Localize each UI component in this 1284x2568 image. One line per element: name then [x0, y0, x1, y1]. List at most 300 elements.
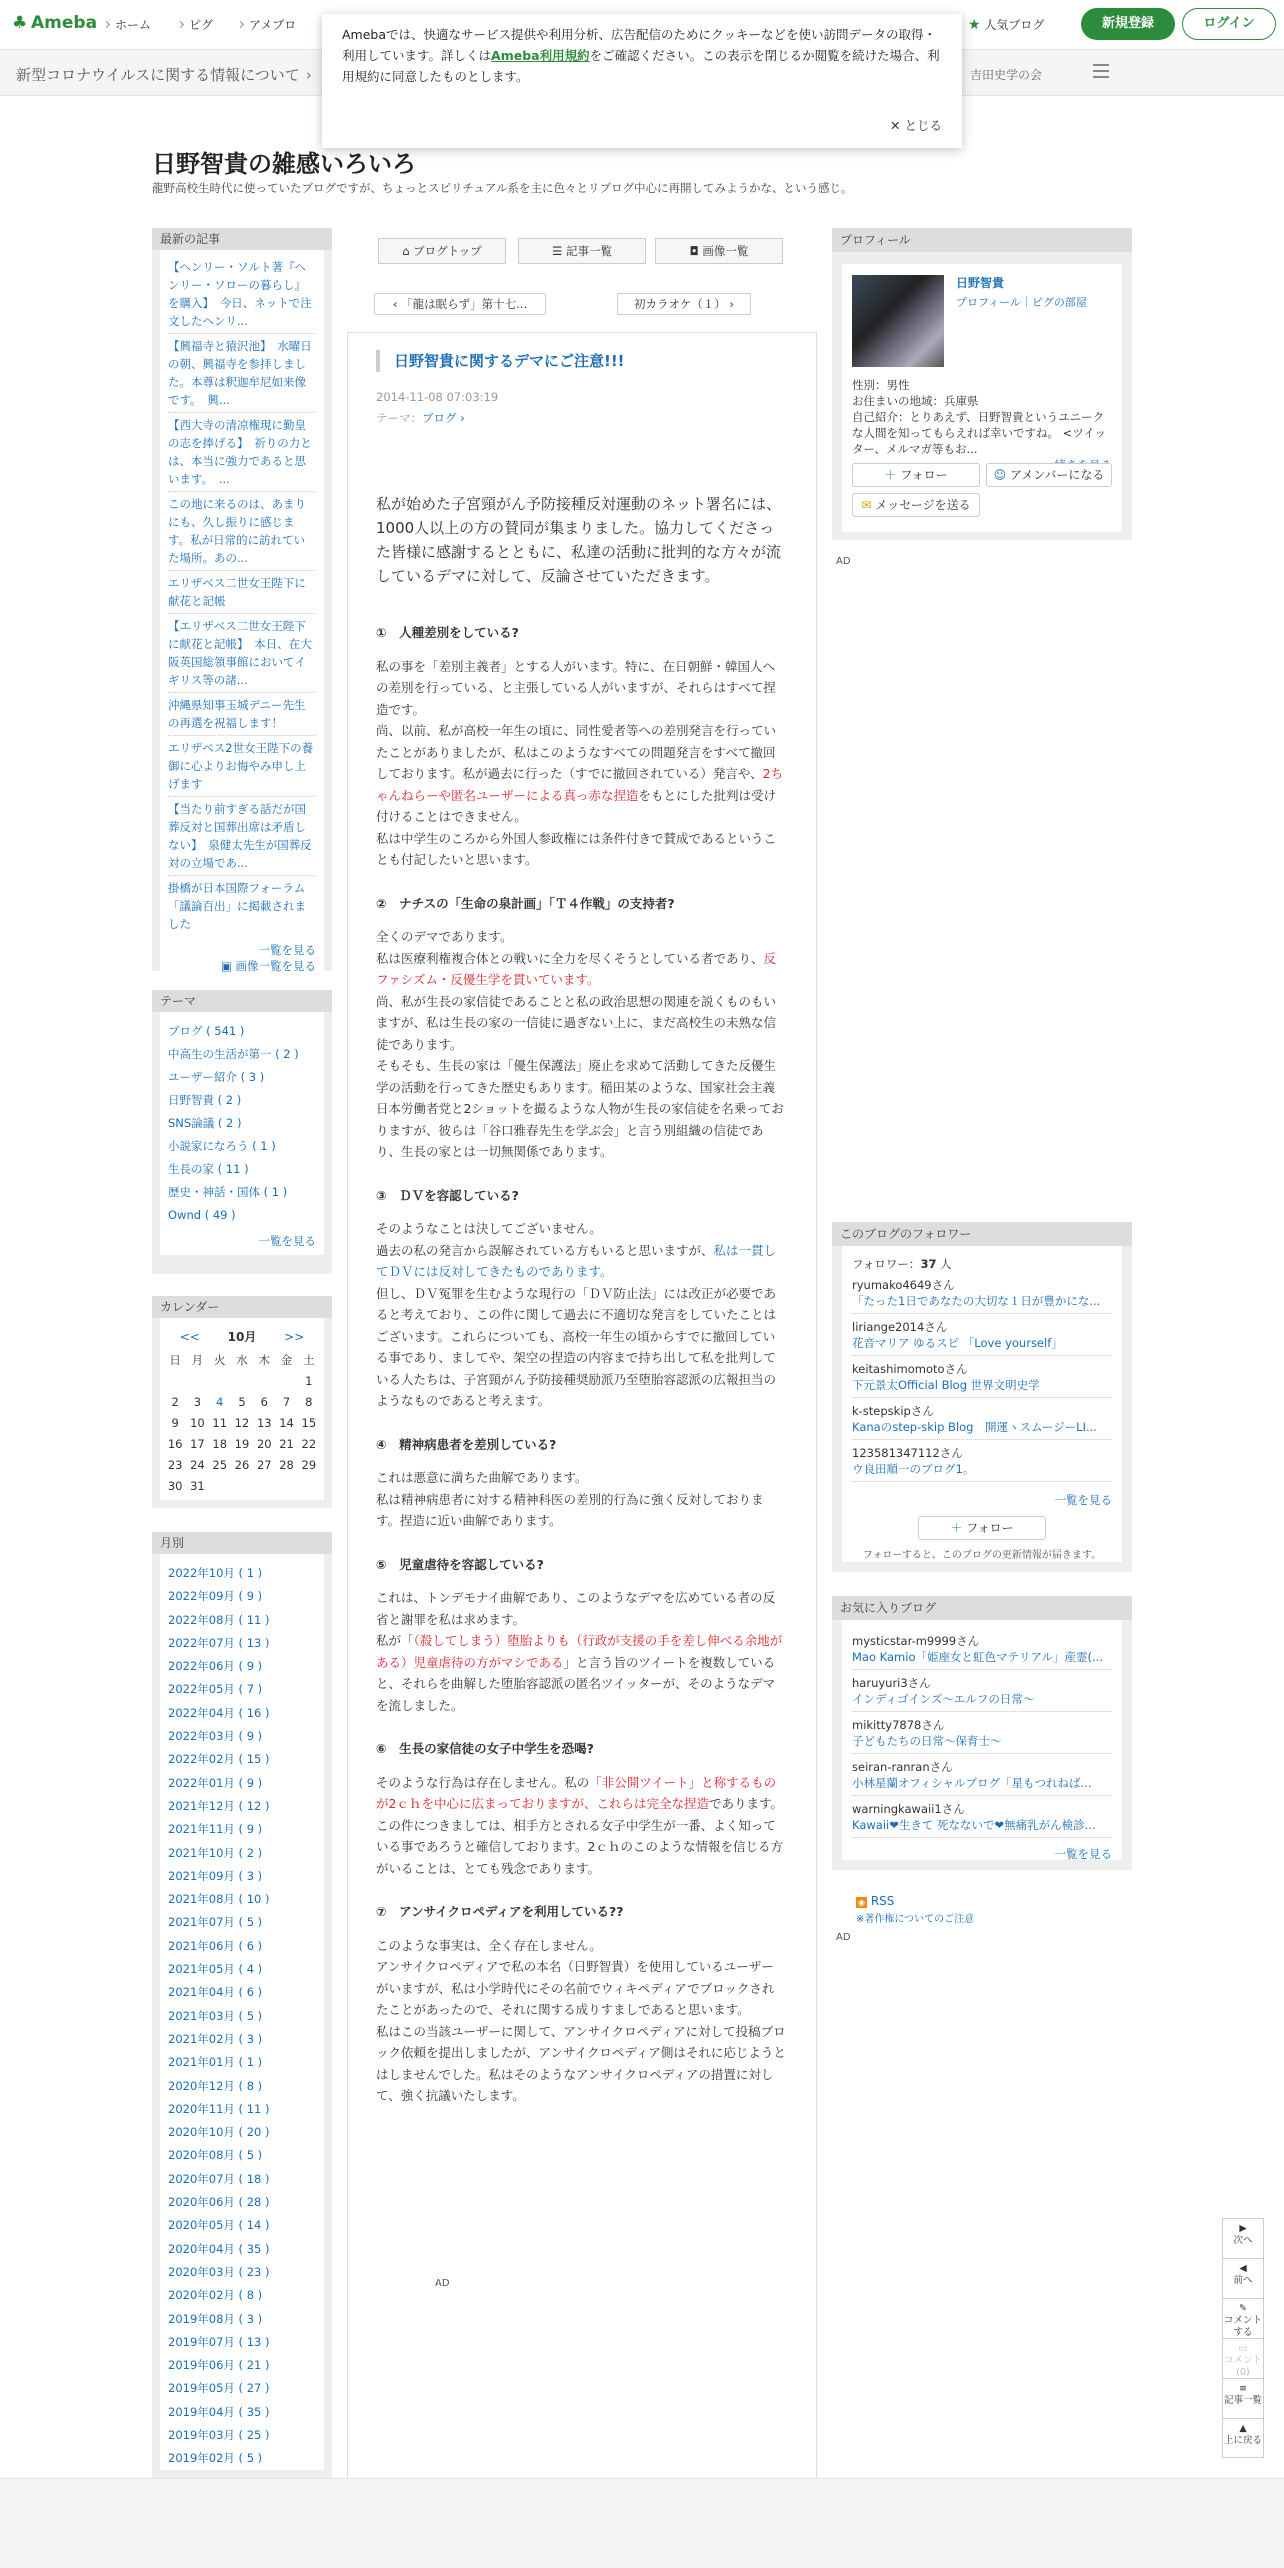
- blog-top-label: ブログトップ: [413, 244, 482, 258]
- article-date: 2014-11-08 07:03:19: [376, 390, 499, 404]
- article-title[interactable]: 日野智貴に関するデマにご注意!!!: [376, 350, 625, 372]
- calendar-day: 18: [212, 1436, 228, 1451]
- archive-link[interactable]: 2022年07月 ( 13 ): [168, 1635, 270, 1650]
- chevron-left-icon: ‹: [392, 297, 398, 311]
- followers-more-link[interactable]: 一覧を見る: [1054, 1493, 1112, 1507]
- section-heading: ⑦ アンサイクロペディアを利用している??: [376, 1904, 624, 1919]
- section-heading: ⑥ 生長の家信徒の女子中学生を恐喝?: [376, 1741, 594, 1756]
- calendar-day[interactable]: 4: [216, 1394, 224, 1409]
- chevron-right-icon: ›: [305, 66, 312, 84]
- prev-button[interactable]: [1223, 2259, 1263, 2299]
- paragraph: そもそも、生長の家は「優生保護法」廃止を求めて活動してきた反優生学の活動を行ってきた歴史もあります。稲田某のような、国家社会主義日本労働者党と2ショットを撮るような人物が生長の家信徒を名乗っておりますが、彼らは「谷口雅春先生を学ぶ会」と言う別組織の信徒であり、生長の家とは一切無関係であります。: [376, 1058, 784, 1159]
- calendar-day: [275, 1475, 297, 1496]
- covid-info-text: 新型コロナウイルスに関する情報について: [16, 66, 300, 84]
- paragraph: この件につきましては、相手方とされる女子中学生が一番、よく知っている事であろうと確信しております。2ｃｈのこのような情報を信じる方がいることは、とても残念であります。: [376, 1817, 783, 1876]
- calendar-day: 15: [301, 1415, 317, 1430]
- text: 過去の私の発言から誤解されている方もいると思いますが、: [376, 1242, 714, 1258]
- paragraph: アンサイクロペディアで私の本名（日野智貴）を使用しているユーザーがいますが、私は小学時代にその名前でウィキペディアでブロックされたことがあったので、それに関する成りすましであると思います。: [376, 1959, 775, 2017]
- calendar-day: [164, 1370, 186, 1391]
- archive-link[interactable]: 2022年05月 ( 7 ): [168, 1682, 263, 1697]
- theme-more-link[interactable]: 一覧を見る: [258, 1234, 316, 1248]
- theme-link[interactable]: 中高生の生活が第一 ( 2 ): [168, 1047, 299, 1061]
- calendar-day: [253, 1475, 275, 1496]
- favorite-blog-link[interactable]: 子どもたちの日常〜保育士〜: [852, 1733, 1112, 1754]
- floating-side-nav: [1222, 2218, 1264, 2458]
- archive-link[interactable]: 2020年08月 ( 5 ): [168, 2148, 263, 2163]
- calendar-day: 6: [260, 1394, 268, 1409]
- camera-icon: ◘: [689, 244, 699, 258]
- calendar-weekday: 金: [280, 1352, 293, 1367]
- calendar-day: 5: [238, 1394, 246, 1409]
- section-heading: ① 人種差別をしている?: [376, 625, 519, 640]
- popular-blog-label: 人気ブログ: [984, 18, 1045, 32]
- comment-label: コメントする: [1223, 2315, 1262, 2338]
- popular-blog-link[interactable]: [968, 16, 1044, 33]
- users-icon: ☺: [993, 468, 1007, 482]
- recent-article-link[interactable]: 沖縄県知事玉城デニー先生の再選を祝福します！: [168, 696, 316, 736]
- archive-link[interactable]: 2021年10月 ( 2 ): [168, 1845, 263, 1860]
- archive-panel: [152, 1532, 332, 2478]
- favorite-blog-link[interactable]: インディゴインズ〜エルフの日常〜: [852, 1691, 1112, 1712]
- calendar-day: 22: [301, 1436, 317, 1451]
- menu-icon[interactable]: [1093, 64, 1109, 78]
- calendar-day: 11: [212, 1415, 228, 1430]
- article-list-side-button[interactable]: [1223, 2379, 1263, 2419]
- paragraph: 私の事を「差別主義者」とする人がいます。特に、在日朝鮮・韓国人への差別を行っている、と主張している人がいますが、それらはすべて捏造です。: [376, 658, 776, 717]
- calendar-header: カレンダー: [152, 1296, 332, 1318]
- back-to-top-label: 上に戻る: [1223, 2435, 1262, 2446]
- archive-link[interactable]: 2021年05月 ( 4 ): [168, 1962, 263, 1977]
- calendar-day: 19: [234, 1436, 250, 1451]
- follow-label: フォロー: [966, 1521, 1014, 1535]
- recent-article-link[interactable]: 【エリザベス二世女王陛下に献花と記帳】 本日、在大阪英国総領事館においてイギリス等の諸...: [168, 617, 316, 693]
- rss-link[interactable]: [856, 1894, 894, 1908]
- prev-article-label: 「龍は眠らず」第十七...: [401, 297, 528, 311]
- calendar-day: 28: [279, 1457, 294, 1472]
- paragraph: このような事実は、全く存在しません。: [376, 1937, 602, 1953]
- favorite-blog-link[interactable]: 小林星蘭オフィシャルブログ「星もつれねば...: [852, 1775, 1112, 1796]
- follow-note: フォローすると、このブログの更新情報が届きます。: [862, 1550, 1102, 1561]
- profile-gender: 性別：男性: [852, 378, 910, 392]
- follower-count-value: 37: [920, 1257, 937, 1271]
- followers-header: このブログのフォロワー: [832, 1222, 1132, 1246]
- calendar-day: 21: [279, 1436, 294, 1451]
- archive-link[interactable]: 2022年01月 ( 9 ): [168, 1775, 263, 1790]
- section-heading: ⑤ 児童虐待を容認している?: [376, 1556, 544, 1572]
- ad-label: AD: [836, 1932, 851, 1943]
- covid-info-link[interactable]: [16, 64, 312, 85]
- favorite-blog-link[interactable]: Kawaii❤生きて 死なないで❤無痛乳がん検診...: [852, 1817, 1112, 1838]
- recent-article-link[interactable]: 掛橋が日本国際フォーラム「議論百出」に掲載されました: [168, 881, 306, 931]
- theme-link[interactable]: ブログ ( 541 ): [168, 1024, 245, 1038]
- calendar-day: 27: [256, 1457, 272, 1472]
- nav-home[interactable]: [104, 16, 151, 33]
- avatar[interactable]: [852, 275, 944, 367]
- archive-link[interactable]: 2019年08月 ( 3 ): [168, 2311, 263, 2326]
- theme-label: テーマ：: [376, 411, 422, 425]
- section-heading: ③ ＤＶを容認している?: [376, 1187, 519, 1203]
- text: 私が「: [376, 1633, 414, 1648]
- calendar-day: 24: [190, 1457, 205, 1472]
- theme-panel: [152, 990, 332, 1274]
- plus-icon: ＋: [950, 1521, 963, 1535]
- highlight-text: 反ファシズム・反優生学を貫いています。: [376, 950, 777, 987]
- favorites-panel: [832, 1596, 1132, 1870]
- calendar-day: 14: [279, 1415, 294, 1430]
- copyright-link[interactable]: ※著作権についてのご注意: [856, 1914, 975, 1925]
- crown-icon: ★: [968, 17, 981, 33]
- archive-link[interactable]: 2022年03月 ( 9 ): [168, 1729, 263, 1744]
- amember-button[interactable]: [986, 463, 1112, 487]
- followers-list: [842, 1246, 1122, 1562]
- archive-link[interactable]: 2020年05月 ( 14 ): [168, 2218, 270, 2233]
- header-banner-text[interactable]: 吉田史学の会: [970, 68, 1043, 82]
- text: そのような行為は存在しません。私の「: [376, 1774, 602, 1790]
- calendar-day: 23: [167, 1457, 183, 1472]
- paragraph: そのようなことは決してございません。: [376, 1221, 602, 1236]
- calendar-weekday: 日: [169, 1352, 181, 1367]
- text: であります。: [708, 1796, 783, 1811]
- image-list-label: 画像一覧を見る: [235, 959, 316, 973]
- calendar-weekday: 火: [213, 1352, 226, 1367]
- favorite-blogger-name: haruyuri3さん: [852, 1676, 931, 1690]
- archive-link[interactable]: 2021年11月 ( 9 ): [168, 1822, 263, 1837]
- ameba-logo-icon: ♣: [12, 13, 28, 33]
- speech-icon: ▭: [1238, 2343, 1248, 2354]
- calendar-day: 29: [301, 1457, 317, 1472]
- message-label: メッセージを送る: [875, 498, 971, 512]
- follower-name: k-stepskipさん: [852, 1404, 934, 1418]
- paragraph: 私は中学生のころから外国人参政権には条件付きで賛成であるということも付記したいと思います。: [376, 830, 777, 867]
- theme-link[interactable]: Ownd ( 49 ): [168, 1208, 236, 1222]
- archive-link[interactable]: 2020年12月 ( 8 ): [168, 2078, 263, 2093]
- follower-name: keitashimomotoさん: [852, 1362, 968, 1376]
- plus-icon: ＋: [884, 468, 897, 482]
- calendar-day: 9: [171, 1415, 179, 1430]
- comment-icon: ✎: [1239, 2303, 1247, 2314]
- article-body: [376, 492, 786, 2107]
- recent-article-link[interactable]: この地に来るのは、あまりにも、久し振りに感じます。私が日常的に訪れていた場所。あの...: [168, 495, 316, 571]
- chevron-right-icon: [177, 21, 184, 28]
- recent-article-link[interactable]: エリザベス2世女王陛下の養御に心よりお悔やみ申し上げます: [168, 739, 316, 797]
- profile-info: [852, 377, 1112, 473]
- nav-pigg[interactable]: [178, 16, 213, 33]
- calendar-day: [253, 1370, 275, 1391]
- followers-panel: [832, 1222, 1132, 1572]
- prev-label: 前へ: [1233, 2275, 1253, 2286]
- calendar-day: [186, 1370, 208, 1391]
- next-button[interactable]: [1223, 2219, 1263, 2259]
- rss-label: RSS: [870, 1894, 895, 1908]
- paragraph: 私は精神病患者に対する精神科医の差別的行為に強く反対しております。捏造に近い曲解であります。: [376, 1491, 764, 1528]
- highlight-text: 非公開ツイート」と称するものが2ｃｈを中心に広まっておりますが、これらは完全な捏造: [376, 1774, 777, 1811]
- calendar-weekday: 月: [191, 1352, 204, 1367]
- recent-article-link[interactable]: 【西大寺の清凉権現に勤皇の志を捧げる】 祈りの力とは、本当に強力であると思います。 ...: [168, 416, 316, 492]
- profile-intro: 自己紹介：とりあえず、日野智貴というユニークな人間を知ってもらえれば幸いですね。 <ツイッター、メルマガ等もお...: [852, 410, 1106, 456]
- prev-icon: ◀: [1239, 2263, 1247, 2274]
- recent-article-link[interactable]: 【当たり前すぎる話だが国葬反対と国葬出席は矛盾しない】 泉健太先生が国葬反対の立場であ...: [168, 800, 316, 876]
- calendar-month: 10月: [227, 1330, 257, 1344]
- follower-blog-link[interactable]: 「たった1日であなたの大切な１日が豊かにな...: [852, 1293, 1112, 1314]
- text: 尚、以前、私が高校一年生の頃に、同性愛者等への差別発言を行っていたことがありましたが、私はこのようなすべての問題発言をすべて撤回しております。私が過去に行った（すでに撤回されている）発言や、: [376, 723, 777, 781]
- calendar-nav: [164, 1328, 320, 1345]
- article-list-label: 記事一覧: [565, 244, 612, 258]
- favorite-blog-link[interactable]: Mao Kamio「姫座女と虹色マテリアル」産霊(...: [852, 1649, 1112, 1670]
- section-heading: ④ 精神病患者を差別している?: [376, 1436, 557, 1452]
- calendar-day: 20: [256, 1436, 272, 1451]
- calendar-day: [231, 1475, 253, 1496]
- follower-blog-link[interactable]: 花音マリア ゆるスピ 「Love yourself」: [852, 1335, 1112, 1356]
- calendar-day: 12: [234, 1415, 250, 1430]
- profile-home: お住まいの地域：兵庫県: [852, 394, 979, 408]
- calendar-day: [298, 1475, 320, 1496]
- recent-article-link[interactable]: 【興福寺と猿沢池】 水曜日の朝、興福寺を参拝しました。本尊は釈迦牟尼如来像です。 興...: [168, 337, 316, 413]
- archive-link[interactable]: 2020年10月 ( 20 ): [168, 2125, 270, 2140]
- calendar-day: 2: [171, 1394, 179, 1409]
- comment-count-label: コメント(0): [1223, 2355, 1262, 2378]
- archive-link[interactable]: 2019年07月 ( 13 ): [168, 2334, 270, 2349]
- cookie-close-label: とじる: [904, 118, 942, 133]
- mail-icon: ✉: [861, 498, 872, 512]
- archive-link[interactable]: 2021年08月 ( 10 ): [168, 1892, 270, 1907]
- paragraph: 私はこの当該ユーザーに関して、アンサイクロペディアに対して投稿ブロック依頼を提出しましたが、アンサイクロペディア側はそれに応じようとはしませんでした。私はそのようなアンサイクロペディアの措置に対して、強く抗議いたします。: [376, 2023, 786, 2103]
- follower-items: [852, 1277, 1112, 1482]
- calendar-day: 30: [167, 1478, 183, 1493]
- section-heading: ② ナチスの「生命の泉計画」「Ｔ４作戦」の支持者?: [376, 895, 675, 911]
- calendar-day: 1: [305, 1373, 313, 1388]
- calendar-day: [231, 1370, 253, 1391]
- archive-link[interactable]: 2019年05月 ( 27 ): [168, 2381, 270, 2396]
- calendar-panel: [152, 1296, 332, 1508]
- paragraph: これは悪意に満ちた曲解であります。: [376, 1470, 588, 1485]
- archive-link[interactable]: 2021年09月 ( 3 ): [168, 1868, 263, 1883]
- home-icon: ⌂: [402, 244, 410, 258]
- ad-label: AD: [836, 556, 851, 567]
- follow-button-2[interactable]: [918, 1516, 1046, 1540]
- theme-list: [160, 1012, 324, 1255]
- favorite-blogger-name: mysticstar-m9999さん: [852, 1634, 980, 1648]
- follower-name: liriange2014さん: [852, 1320, 948, 1334]
- archive-link[interactable]: 2022年06月 ( 9 ): [168, 1659, 263, 1674]
- theme-link[interactable]: 小説家になろう ( 1 ): [168, 1139, 276, 1153]
- paragraph: 尚、私が生長の家信徒であることと私の政治思想の関連を説くものもいますが、私は生長の家の一信徒に過ぎない上に、まだ高校生の未熟な信徒であります。: [376, 993, 777, 1052]
- calendar-day: 31: [190, 1478, 205, 1493]
- next-label: 次へ: [1233, 2235, 1253, 2246]
- archive-link[interactable]: 2019年06月 ( 21 ): [168, 2358, 270, 2373]
- article-lead: 私が始めた子宮頸がん予防接種反対運動のネット署名には、1000人以上の方の賛同が集まりました。協力してくださった皆様に感謝するとともに、私達の活動に批判的な方々が流しているデマに対して、反論させていただきます。: [376, 495, 782, 585]
- text: をもとにした批判は受け付けることはできません。: [376, 787, 777, 824]
- profile-header: プロフィール: [832, 228, 1132, 252]
- recent-article-link[interactable]: エリザベス二世女王陛下に献花と記帳: [168, 574, 316, 614]
- paragraph: 但し、ＤＶ冤罪を生むような現行の「ＤＶ防止法」には改正が必要であると考えており、この件に関して過去に不適切な発言をしていたことはございます。これらについても、高校一年生の頃からすでに撤回している事であり、ましてや、架空の捏造の内容まで持ち出して私を批判している人たちは、子宮頸がん予防接種奨励派乃至堕胎容認派の広報担当のようなものであると考えます。: [376, 1285, 777, 1408]
- calendar-day: 7: [282, 1394, 291, 1409]
- footer: [0, 2478, 1284, 2568]
- list-icon: ☰: [552, 244, 563, 258]
- message-button[interactable]: [852, 493, 980, 517]
- calendar: [160, 1318, 324, 1500]
- list-icon: ≡: [1239, 2383, 1247, 2394]
- blog-top-button[interactable]: [378, 238, 506, 264]
- article-list-side-label: 記事一覧: [1223, 2395, 1262, 2406]
- blog-title[interactable]: 日野智貴の雑感いろいろ: [152, 150, 416, 178]
- nav-ameblo[interactable]: [238, 16, 296, 33]
- calendar-day: 13: [256, 1415, 272, 1430]
- archive-link[interactable]: 2019年02月 ( 5 ): [168, 2451, 263, 2466]
- theme-link[interactable]: 歴史・神話・国体 ( 1 ): [168, 1185, 288, 1199]
- archive-link[interactable]: 2022年08月 ( 11 ): [168, 1612, 270, 1627]
- recent-articles-header: 最新の記事: [152, 228, 332, 250]
- archive-link[interactable]: 2019年04月 ( 35 ): [168, 2404, 270, 2419]
- favorite-blogger-name: warningkawaii1さん: [852, 1802, 965, 1816]
- next-icon: ▶: [1239, 2223, 1247, 2234]
- highlight-text: （殺してしまう）堕胎よりも（行政が支援の手を差し伸べる余地がある）児童虐待の方がマシである: [376, 1633, 783, 1670]
- rss-icon: ◉: [856, 1897, 867, 1908]
- chevron-right-icon: ›: [729, 297, 735, 311]
- chevron-right-icon: [103, 21, 110, 28]
- nav-ameblo-label: アメブロ: [249, 18, 297, 32]
- next-article-label: 初カラオケ（１）: [633, 297, 726, 311]
- calendar-prev[interactable]: <<: [179, 1330, 200, 1344]
- image-list-button[interactable]: [655, 238, 783, 264]
- archive-link[interactable]: 2022年10月 ( 1 ): [168, 1566, 263, 1580]
- archive-link[interactable]: 2020年06月 ( 28 ): [168, 2195, 270, 2210]
- nav-pigg-label: ピグ: [189, 18, 214, 32]
- calendar-day: [209, 1475, 231, 1496]
- follower-name: ryumako4649さん: [852, 1278, 955, 1292]
- highlight-text: 2ちゃんねらーや匿名ユーザーによる真っ赤な捏造: [376, 766, 784, 803]
- calendar-day: 10: [190, 1415, 205, 1430]
- archive-link[interactable]: 2020年07月 ( 18 ): [168, 2171, 270, 2186]
- back-to-top-button[interactable]: [1223, 2419, 1263, 2459]
- image-icon: ▣: [220, 959, 232, 973]
- paragraph: これは、トンデモナイ曲解であり、このようなデマを広めている者の反省と謝罪を私は求めます。: [376, 1590, 776, 1627]
- comment-button[interactable]: [1223, 2299, 1263, 2339]
- cookie-text: Amebaでは、快適なサービス提供や利用分析、広告配信のためにクッキーなどを使い訪問データの取得・利用しています。詳しくは: [342, 27, 937, 63]
- cookie-text-2: をご確認ください。この表示を閉じるか閲覧を続けた場合、利用規約に同意したものとします。: [342, 48, 940, 84]
- archive-header: 月別: [152, 1532, 332, 1554]
- archive-link[interactable]: 2022年09月 ( 9 ): [168, 1589, 263, 1604]
- calendar-weekday: 水: [236, 1352, 248, 1367]
- highlight-text: 私は一貫してＤＶには反対してきたものであります。: [376, 1242, 777, 1279]
- theme-link[interactable]: 日野智貴 ( 2 ): [168, 1093, 242, 1107]
- archive-list: [160, 1554, 324, 2470]
- theme-header: テーマ: [152, 990, 332, 1012]
- theme-link[interactable]: ユーザー紹介 ( 3 ): [168, 1070, 265, 1084]
- archive-link[interactable]: 2020年02月 ( 8 ): [168, 2288, 263, 2303]
- archive-link[interactable]: 2021年12月 ( 12 ): [168, 1798, 270, 1813]
- calendar-day: 16: [167, 1436, 183, 1451]
- follow-button[interactable]: [852, 463, 980, 487]
- article-theme-link[interactable]: ブログ ›: [422, 411, 465, 425]
- amember-label: アメンバーになる: [1009, 468, 1105, 482]
- favorites-list: [842, 1620, 1122, 1860]
- follower-count-label: フォロワー：: [852, 1257, 921, 1271]
- recent-articles-list: [160, 250, 324, 980]
- follower-name: 123581347112さん: [852, 1446, 963, 1460]
- chevron-right-icon: [237, 21, 244, 28]
- archive-link[interactable]: 2021年04月 ( 6 ): [168, 1985, 263, 2000]
- comment-count: [1223, 2339, 1263, 2379]
- paragraph: 全くのデマであります。: [376, 929, 513, 944]
- article-list-button[interactable]: [518, 238, 646, 264]
- arrow-up-icon: ▲: [1239, 2423, 1247, 2434]
- text: 私は医療利権複合体との戦いに全力を尽くそうとしている者であり、: [376, 950, 764, 966]
- calendar-day: 25: [212, 1457, 228, 1472]
- signup-button[interactable]: 新規登録: [1081, 8, 1175, 40]
- calendar-weekday: 土: [303, 1352, 315, 1367]
- calendar-weekday: 木: [258, 1352, 271, 1367]
- favorites-more-link[interactable]: 一覧を見る: [1054, 1847, 1112, 1861]
- calendar-day: 17: [190, 1436, 205, 1451]
- article-theme-text: ブログ: [422, 411, 457, 425]
- terms-link[interactable]: Ameba利用規約: [491, 48, 590, 63]
- archive-link[interactable]: 2020年11月 ( 11 ): [168, 2101, 270, 2116]
- ad-label: AD: [435, 2278, 450, 2289]
- nav-home-label: ホーム: [115, 18, 152, 32]
- archive-link[interactable]: 2020年03月 ( 23 ): [168, 2264, 270, 2279]
- image-list-link[interactable]: [168, 958, 316, 974]
- calendar-day: [209, 1370, 231, 1391]
- archive-link[interactable]: 2020年04月 ( 35 ): [168, 2241, 270, 2256]
- follow-label: フォロー: [900, 468, 948, 482]
- calendar-day: 3: [193, 1394, 202, 1409]
- archive-link[interactable]: 2021年01月 ( 1 ): [168, 2055, 263, 2070]
- follower-blog-link[interactable]: Kanaのstep-skip Blog 開運ヽスムージーLI...: [852, 1419, 1112, 1440]
- theme-link[interactable]: 生長の家 ( 11 ): [168, 1162, 249, 1176]
- favorite-items: [852, 1633, 1112, 1838]
- follower-blog-link[interactable]: ウ良田順一のブログ1。: [852, 1461, 1112, 1482]
- archive-link[interactable]: 2021年02月 ( 3 ): [168, 2031, 263, 2046]
- login-button[interactable]: ログイン: [1182, 8, 1276, 40]
- text: 」と言う旨のツイートを複数していると、それらを曲解した堕胎容認派の匿名ツイッターが、そのようなデマを流しました。: [376, 1654, 776, 1713]
- close-icon: ✕: [890, 118, 901, 133]
- favorite-blogger-name: mikitty7878さん: [852, 1718, 945, 1732]
- favorite-blogger-name: seiran-ranranさん: [852, 1760, 953, 1774]
- ameba-logo-text: Ameba: [31, 13, 98, 33]
- article-theme: [376, 410, 465, 426]
- prev-article-button[interactable]: [374, 293, 546, 315]
- archive-link[interactable]: 2019年03月 ( 25 ): [168, 2427, 270, 2442]
- follower-blog-link[interactable]: 下元景太Official Blog 世界文明史学: [852, 1377, 1112, 1398]
- theme-link[interactable]: SNS論議 ( 2 ): [168, 1116, 242, 1130]
- calendar-day: 8: [305, 1394, 313, 1409]
- cookie-consent-dialog: [322, 14, 962, 148]
- profile-links[interactable]: プロフィール｜ピグの部屋: [956, 296, 1087, 309]
- cookie-close-button[interactable]: [890, 115, 942, 136]
- recent-articles-panel: [152, 228, 332, 971]
- follower-count: [852, 1256, 1112, 1272]
- image-list-button-label: 画像一覧: [702, 244, 749, 258]
- paragraph: [376, 1772, 786, 1815]
- paragraph: [376, 720, 786, 828]
- archive-link[interactable]: 2022年04月 ( 16 ): [168, 1705, 270, 1720]
- next-article-button[interactable]: [617, 293, 751, 315]
- calendar-next[interactable]: >>: [284, 1330, 305, 1344]
- archive-link[interactable]: 2022年02月 ( 15 ): [168, 1752, 270, 1767]
- blog-description: 龍野高校生時代に使っていたブログですが、ちょっとスピリチュアル系を主に色々とリブログ中心に再開してみようかな、という感じ。: [152, 181, 853, 195]
- follower-count-unit: 人: [940, 1257, 952, 1271]
- archive-link[interactable]: 2021年06月 ( 6 ): [168, 1938, 263, 1953]
- recent-article-link[interactable]: 【ヘンリー・ソルト著『ヘンリー・ソローの暮らし』を購入】 今日、ネットで注文したヘンリ...: [168, 258, 316, 334]
- recent-more-link[interactable]: 一覧を見る: [258, 943, 316, 957]
- paragraph: [376, 1630, 786, 1716]
- calendar-grid: [164, 1349, 320, 1496]
- archive-link[interactable]: 2021年03月 ( 5 ): [168, 2008, 263, 2023]
- calendar-day: [275, 1370, 297, 1391]
- ameba-logo[interactable]: [12, 13, 97, 33]
- archive-link[interactable]: 2021年07月 ( 5 ): [168, 1915, 263, 1930]
- profile-name[interactable]: 日野智貴: [956, 276, 1005, 290]
